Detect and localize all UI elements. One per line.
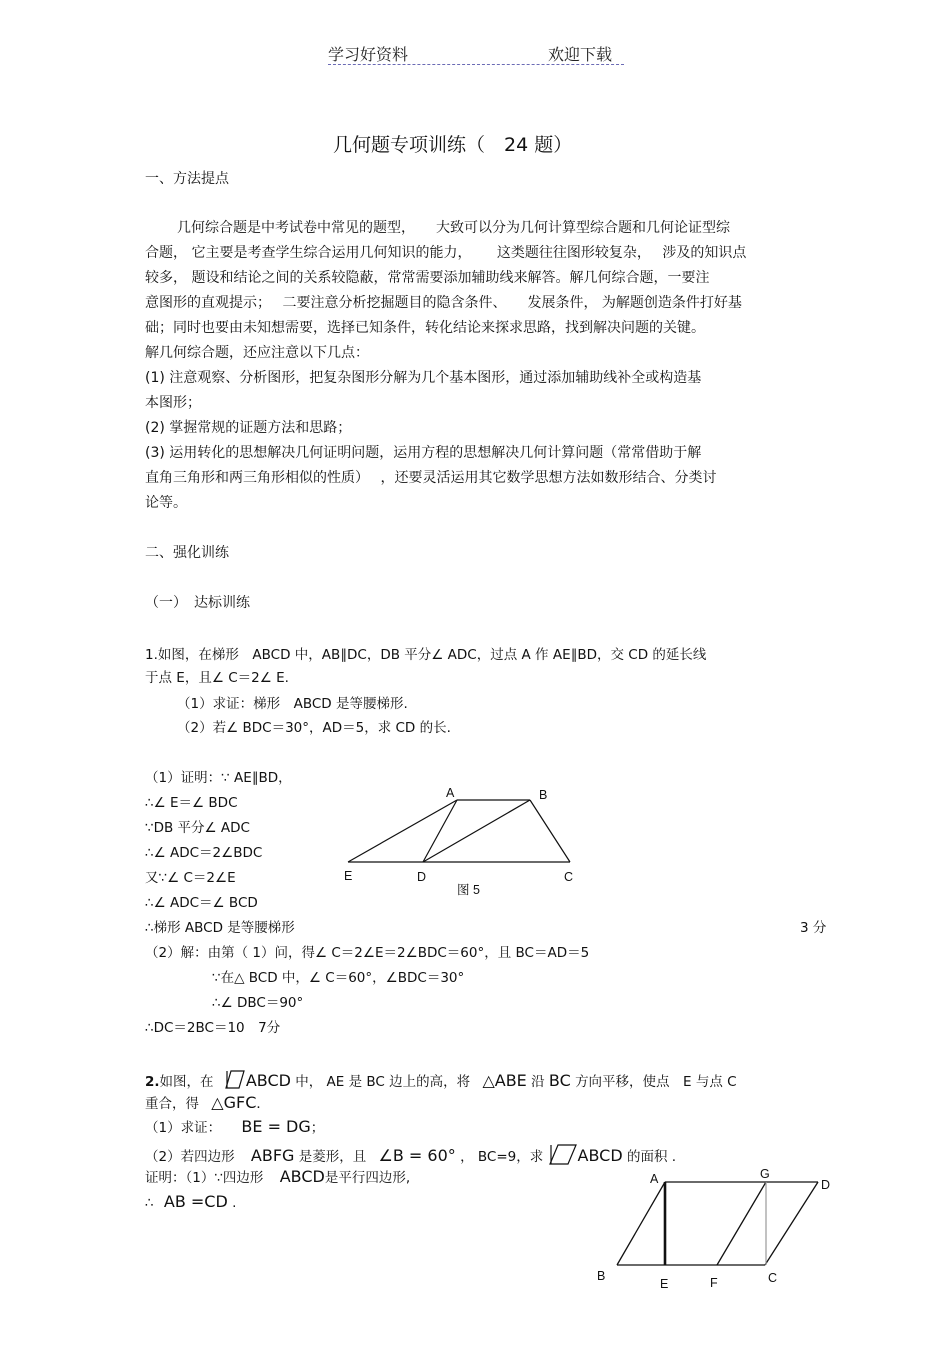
point-label-A: A <box>650 1172 659 1186</box>
math: BE = DG <box>241 1117 311 1136</box>
point-label-D: D <box>821 1178 831 1192</box>
point-label-C: C <box>768 1271 778 1285</box>
intro-line: 意图形的直观提示； 二要注意分析挖掘题目的隐含条件、 发展条件， 为解题创造条件打好基 <box>145 295 742 311</box>
intro-line: 解几何综合题，还应注意以下几点： <box>145 345 369 361</box>
text: 是菱形，且 <box>298 1149 367 1165</box>
point-label-E: E <box>344 869 353 883</box>
problem2-line3: （1）求证： BE = DG； <box>145 1117 325 1136</box>
math: ABCD <box>577 1146 623 1165</box>
problem1-solution: ∴DC＝2BC＝10 7分 <box>145 1020 281 1036</box>
problem1-solution: ∵DB 平分∠ ADC <box>145 820 250 836</box>
point-label-G: G <box>760 1167 770 1181</box>
intro-line: 直角三角形和两三角形相似的性质） ，还要灵活运用其它数学思想方法如数形结合、分类讨 <box>145 470 717 486</box>
figure-caption: 图 5 <box>457 883 480 897</box>
problem2-line2: 重合，得 △GFC． <box>145 1093 270 1112</box>
section-heading-methods: 一、方法提点 <box>145 171 229 187</box>
problem1-question: 于点 E，且∠ C＝2∠ E. <box>145 670 289 686</box>
text: 沿 <box>531 1074 545 1090</box>
intro-line: (2) 掌握常规的证题方法和思路； <box>145 420 352 436</box>
point-label-A: A <box>446 786 455 800</box>
math: BC <box>548 1071 571 1090</box>
math: △ABE <box>482 1071 527 1090</box>
problem1-solution: 又∵∠ C＝2∠E <box>145 870 236 886</box>
point-label-E: E <box>660 1277 669 1291</box>
text: 是平行四边形, <box>324 1170 411 1186</box>
problem1-question: （1）求证：梯形 ABCD 是等腰梯形. <box>177 696 408 712</box>
problem1-solution: ∵在△ BCD 中，∠ C＝60°，∠BDC＝30° <box>212 970 465 986</box>
intro-line: (1) 注意观察、分析图形，把复杂图形分解为几个基本图形，通过添加辅助线补全或构造基 <box>145 370 702 386</box>
problem1-solution: （2）解：由第（ 1）问，得∠ C＝2∠E＝2∠BDC＝60°，且 BC＝AD＝5 <box>145 945 590 961</box>
problem2-figure <box>590 1165 840 1295</box>
math: △GFC <box>211 1093 257 1112</box>
intro-line: 合题， 它主要是考查学生综合运用几何知识的能力， 这类题往往图形较复杂， 涉及的知识点 <box>145 245 747 261</box>
text: 证明：（1）∵四边形 <box>145 1170 264 1186</box>
text: 中， AE 是 BC 边上的高，将 <box>295 1074 471 1090</box>
text: 的面积 . <box>626 1149 677 1165</box>
problem2-number: 2. <box>145 1074 160 1090</box>
math: AB =CD <box>163 1192 228 1211</box>
parallelogram-icon <box>224 1069 246 1091</box>
point-label-D: D <box>417 870 427 884</box>
problem1-question: （2）若∠ BDC＝30°，AD＝5，求 CD 的长. <box>177 720 451 736</box>
subsection-heading: （一） 达标训练 <box>145 595 250 611</box>
section-heading-training: 二、强化训练 <box>145 545 229 561</box>
problem1-solution: ∴梯形 ABCD 是等腰梯形 <box>145 920 295 936</box>
problem1-figure <box>330 780 590 900</box>
problem2-line6: ∴ AB =CD . <box>145 1192 237 1211</box>
problem2-line5 <box>145 1168 410 1187</box>
text: 如图，在 <box>159 1074 214 1090</box>
header-right: 欢迎下载 <box>548 45 613 64</box>
point-label-B: B <box>539 788 548 802</box>
page-title: 几何题专项训练（ 24 题） <box>333 134 573 156</box>
header-left: 学习好资料 <box>328 45 409 64</box>
header-divider <box>328 64 624 65</box>
problem1-score: 3 分 <box>800 920 827 936</box>
intro-line: 础；同时也要由未知想需要，选择已知条件，转化结论来探求思路，找到解决问题的关键。 <box>145 320 705 336</box>
problem1-solution: ∴∠ ADC＝∠ BCD <box>145 895 258 911</box>
intro-line: (3) 运用转化的思想解决几何证明问题，运用方程的思想解决几何计算问题（常常借助于解 <box>145 445 702 461</box>
intro-line: 较多， 题设和结论之间的关系较隐蔽，常常需要添加辅助线来解答。解几何综合题，一要注 <box>145 270 710 286</box>
math: ABFG <box>250 1146 295 1165</box>
intro-line: 本图形； <box>145 395 201 411</box>
point-label-F: F <box>710 1276 718 1290</box>
problem2-line1 <box>145 1069 737 1091</box>
text: ∴ <box>145 1195 154 1211</box>
problem1-solution: （1）证明：∵ AE∥BD， <box>145 770 292 786</box>
text: （2）若四边形 <box>145 1149 235 1165</box>
text: ， BC=9，求 <box>460 1149 544 1165</box>
math: ABCD <box>279 1167 325 1186</box>
point-label-C: C <box>564 870 574 884</box>
point-label-B: B <box>597 1269 606 1283</box>
problem1-solution: ∴∠ ADC＝2∠BDC <box>145 845 263 861</box>
math: ∠B = 60° <box>378 1146 456 1165</box>
problem2-line4 <box>145 1143 676 1167</box>
math: ABCD <box>245 1071 291 1090</box>
intro-line: 几何综合题是中考试卷中常见的题型， 大致可以分为几何计算型综合题和几何论证型综 <box>177 220 730 236</box>
intro-line: 论等。 <box>145 495 187 511</box>
text: 方向平移，使点 E 与点 C <box>575 1074 737 1090</box>
problem1-solution: ∴∠ DBC＝90° <box>212 995 304 1011</box>
problem1-question: 1.如图，在梯形 ABCD 中，AB∥DC，DB 平分∠ ADC，过点 A 作 AE∥BD，交 CD 的延长线 <box>145 647 707 663</box>
problem1-solution: ∴∠ E＝∠ BDC <box>145 795 238 811</box>
text: 重合，得 <box>145 1096 199 1112</box>
parallelogram-icon <box>548 1143 578 1167</box>
text: （1）求证： <box>145 1120 222 1136</box>
